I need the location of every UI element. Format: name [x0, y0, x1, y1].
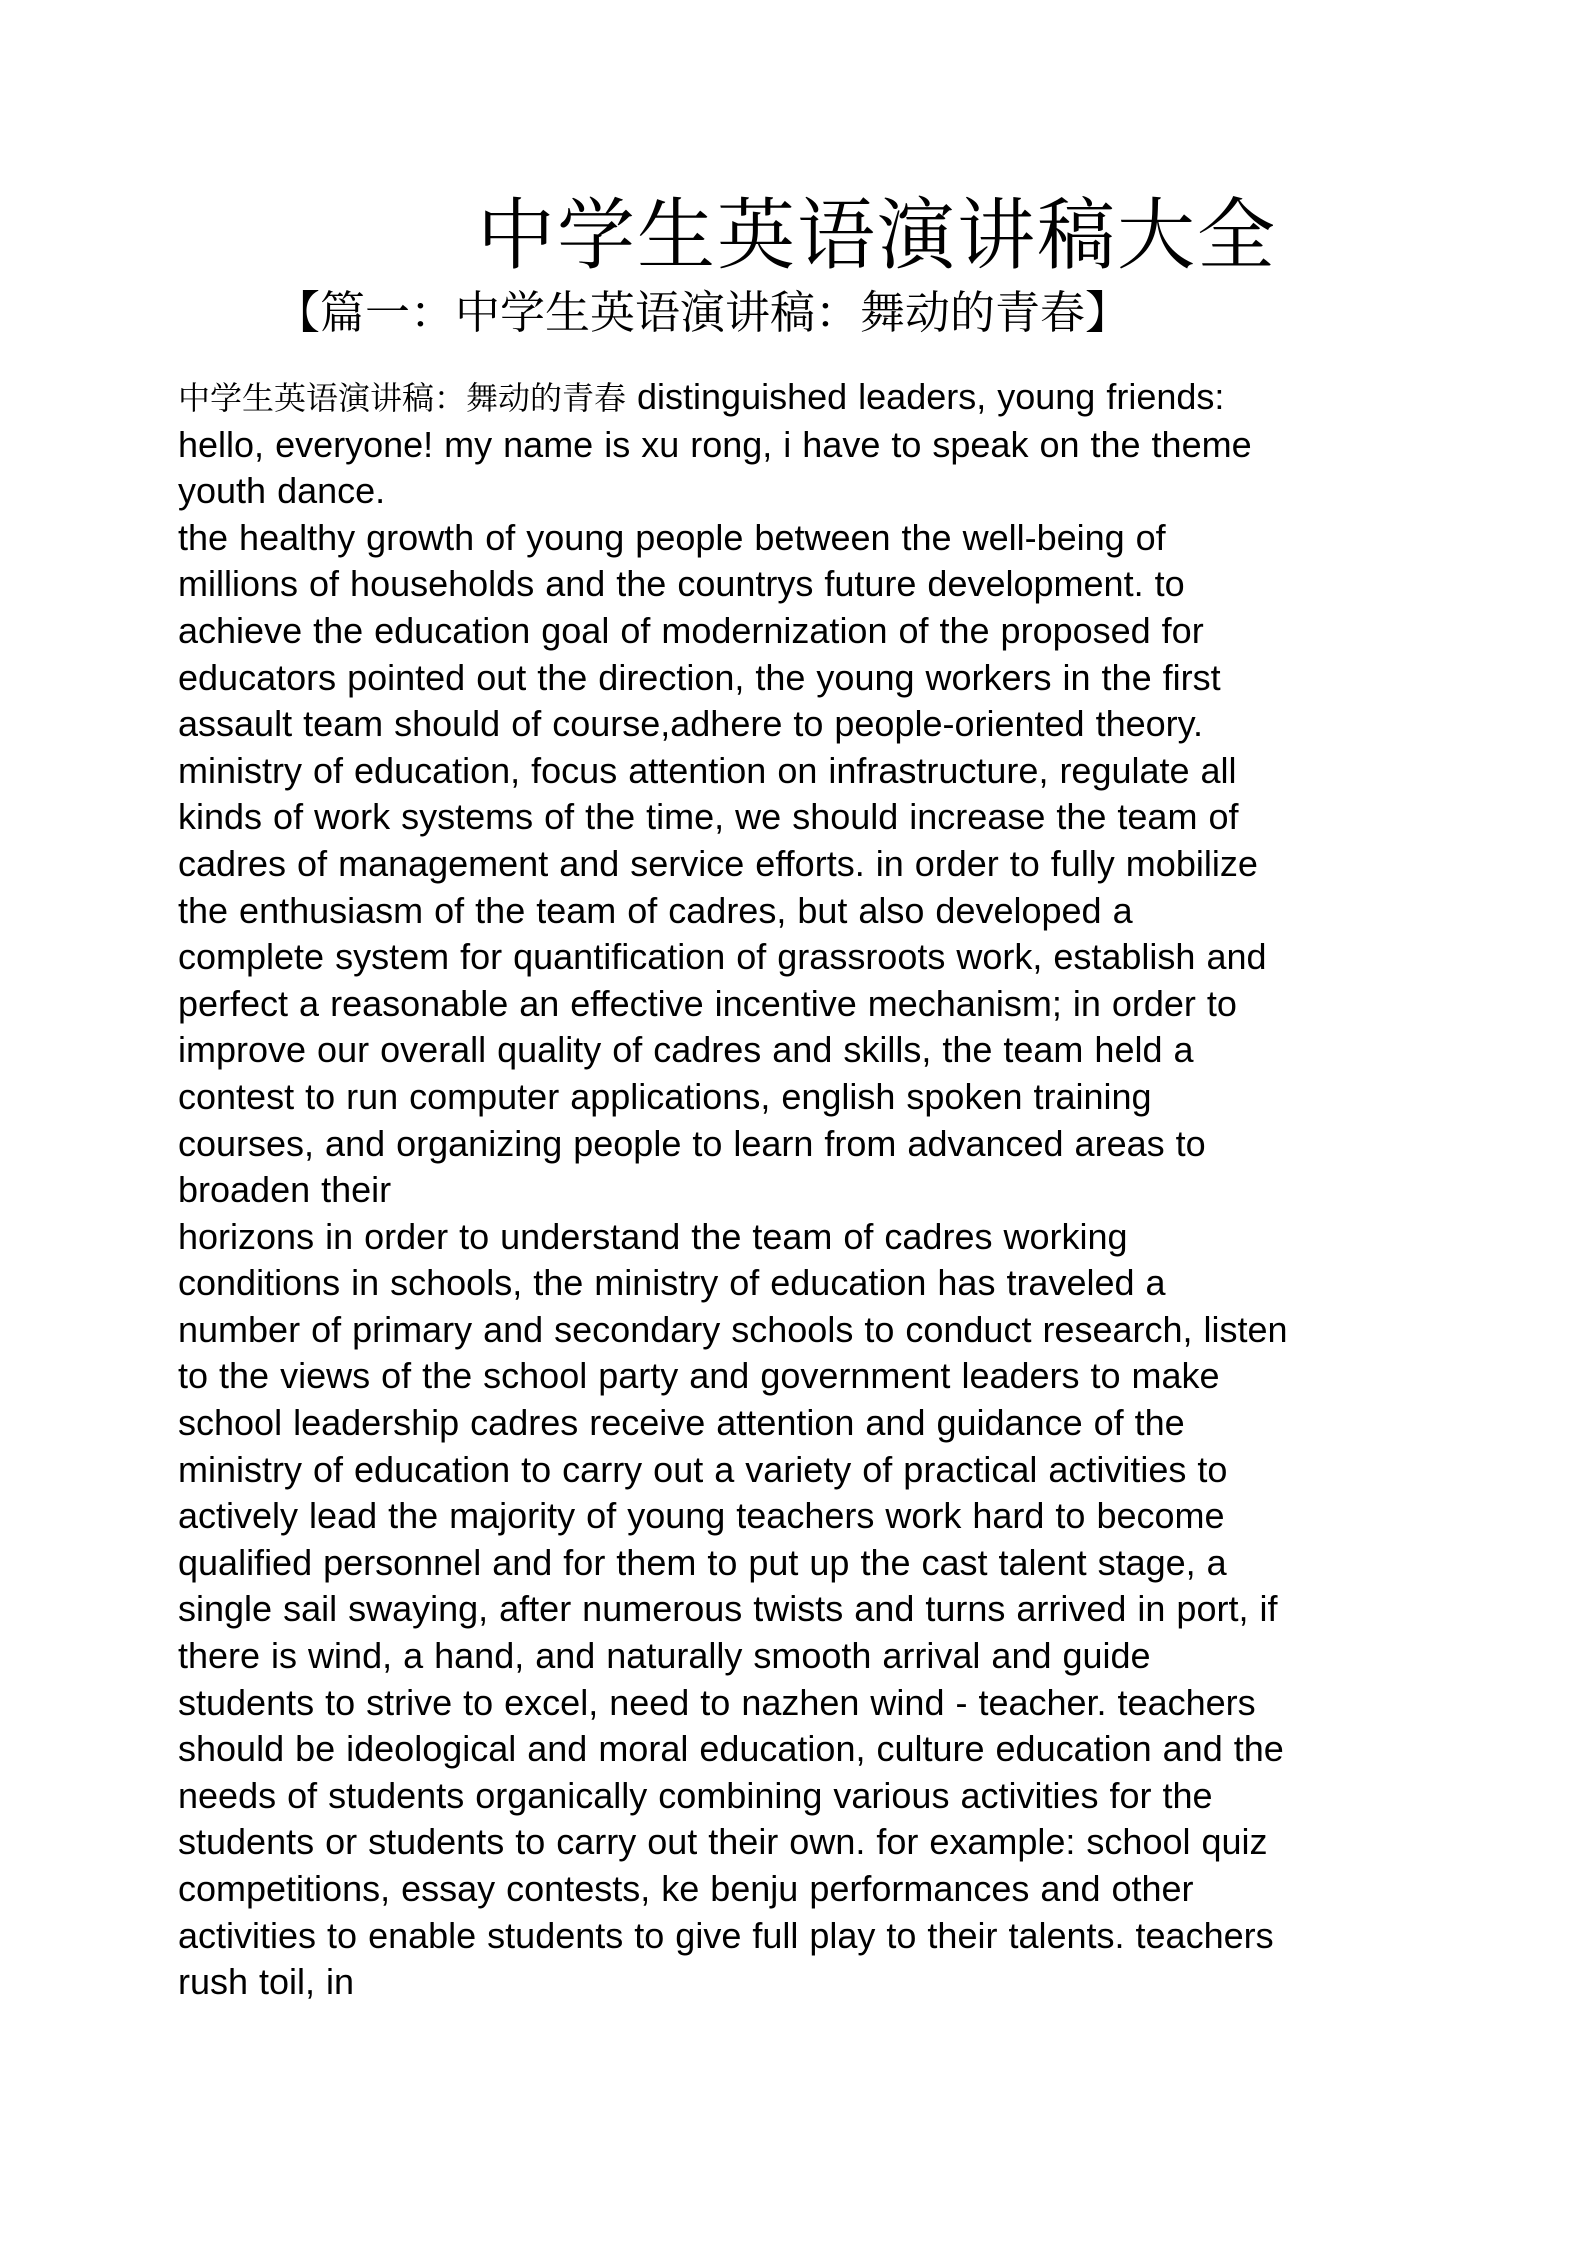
lead-heading-cn: 中学生英语演讲稿：舞动的青春 [178, 379, 627, 417]
body-text [178, 374, 1288, 2006]
paragraph-1 [178, 374, 1288, 515]
paragraph-1-text: distinguished leaders, young friends: hello, everyone! my name is xu rong, i have to speak on the theme youth dance. [178, 376, 1252, 512]
page-title: 中学生英语演讲稿大全 [476, 191, 1277, 281]
paragraph-2: the healthy growth of young people between the well-being of millions of households and the countrys future development. to achieve the education goal of modernization of the proposed for educators pointed out the direction, the young workers in the first assault team should of course,adhere to people-oriented theory. ministry of education, focus attention on infrastructure, regulate all kinds of work systems of the time, we should increase the team of cadres of management and service efforts. in order to fully mobilize the enthusiasm of the team of cadres, but also developed a complete system for quantification of grassroots work, establish and perfect a reasonable an effective incentive mechanism; in order to improve our overall quality of cadres and skills, the team held a contest to run computer applications, english spoken training courses, and organizing people to learn from advanced areas to broaden their [178, 516, 1267, 1211]
paragraph-3: horizons in order to understand the team of cadres working conditions in schools, the ministry of education has traveled a number of primary and secondary schools to conduct research, listen to the views of the school party and government leaders to make school leadership cadres receive attention and guidance of the ministry of education to carry out a variety of practical activities to actively lead the majority of young teachers work hard to become qualified personnel and for them to put up the cast talent stage, a single sail swaying, after numerous twists and turns arrived in port, if there is wind, a hand, and naturally smooth arrival and guide students to strive to excel, need to nazhen wind - teacher. teachers should be ideological and moral education, culture education and the needs of students organically combining various activities for the students or students to carry out their own. for example: school quiz competitions, essay contests, ke benju performances and other activities to enable students to give full play to their talents. teachers rush toil, in [178, 1215, 1288, 2003]
section-heading: 【篇一：中学生英语演讲稿：舞动的青春】 [275, 286, 1131, 339]
